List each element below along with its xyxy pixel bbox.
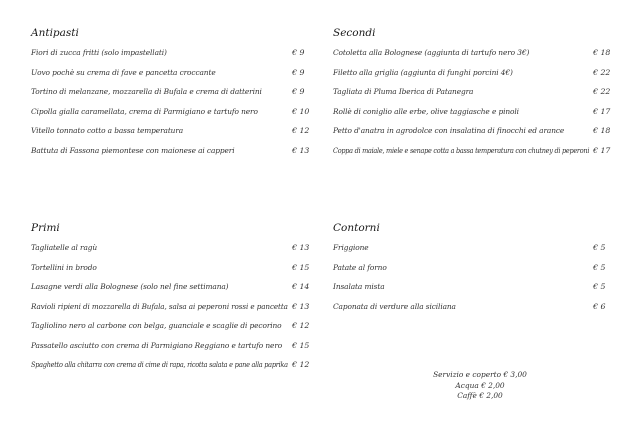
item-price: € 22 [593,87,611,96]
menu-item [31,43,311,63]
item-price: € 13 [292,243,310,252]
item-price: € 15 [292,340,310,350]
item-price: € 5 [593,262,606,272]
item-name: Tortino di melanzane, mozzarella di Bufala e crema di datterini [31,87,262,96]
item-price: € 13 [292,145,310,155]
menu-item [31,355,311,375]
section-title: Secondi [333,27,376,39]
item-price: € 15 [292,262,310,272]
section-contorni [333,220,613,316]
item-price: € 13 [292,301,310,311]
item-name: Spaghetto alla chitarra con crema di cime di rapa, ricotta salata e pane alla paprika [31,360,288,369]
item-name: Tagliata di Pluma Iberica di Patanegra [333,87,474,96]
section-primi [31,220,311,375]
item-price: € 14 [292,282,310,291]
menu-item [31,121,311,141]
item-price: € 17 [593,106,611,116]
menu-item [31,277,311,297]
item-name: Vitello tonnato cotto a bassa temperatura [31,126,184,135]
item-name: Friggione [333,243,369,252]
item-price: € 22 [593,67,611,77]
menu-item [333,121,613,141]
menu-item [31,63,311,83]
item-price: € 12 [292,126,310,135]
menu-item [333,277,613,297]
item-name: Rollè di coniglio alle erbe, olive taggiasche e pinoli [333,106,519,116]
coffee-price: Caffè € 2,00 [457,391,503,400]
menu-item [31,297,311,317]
menu-item [31,258,311,278]
item-name: Tagliatelle al ragù [31,243,98,252]
section-title: Primi [31,222,60,234]
item-name: Ravioli ripieni di mozzarella di Bufala, salsa ai peperoni rossi e pancetta [31,301,288,311]
menu-item [31,141,311,161]
section-secondi [333,25,613,160]
item-price: € 5 [593,282,606,291]
menu-item [31,82,311,102]
section-title: Contorni [333,222,380,234]
item-price: € 9 [292,67,305,77]
item-name: Filetto alla griglia (aggiunta di funghi porcini 4€) [333,67,513,77]
item-price: € 6 [593,301,606,311]
menu-item [333,258,613,278]
item-price: € 17 [593,145,611,155]
section-antipasti [31,25,311,160]
item-name: Lasagne verdi alla Bolognese (solo nel fine settimana) [31,282,229,291]
menu-item [31,102,311,122]
item-name: Cotoletta alla Bolognese (aggiunta di tartufo nero 3€) [333,48,530,57]
item-name: Battuta di Fassona piemontese con maionese ai capperi [31,145,235,155]
menu-item [31,316,311,336]
service-charge: Servizio e coperto € 3,00 [433,370,527,379]
item-name: Fiori di zucca fritti (solo impastellati) [31,48,167,57]
item-price: € 9 [292,48,305,57]
item-price: € 9 [292,87,305,96]
water-price: Acqua € 2,00 [455,380,505,390]
menu-item [333,141,613,161]
menu-item [333,238,613,258]
item-name: Insalata mista [333,282,385,291]
menu-item [333,43,613,63]
menu-item [333,297,613,317]
item-name: Tagliolino nero al carbone con belga, guanciale e scaglie di pecorino [31,321,282,330]
item-price: € 10 [292,106,310,116]
item-name: Tortellini in brodo [31,262,97,272]
item-price: € 5 [593,243,606,252]
menu-item [333,82,613,102]
item-name: Passatello asciutto con crema di Parmigiano Reggiano e tartufo nero [31,340,283,350]
item-price: € 12 [292,321,310,330]
item-name: Uovo pochè su crema di fave e pancetta croccante [31,67,216,77]
item-name: Patate al forno [333,262,387,272]
section-title: Antipasti [31,27,79,39]
menu-item [31,238,311,258]
item-name: Cipolla gialla caramellata, crema di Parmigiano e tartufo nero [31,106,258,116]
item-price: € 18 [593,126,611,135]
item-name: Coppa di maiale, miele e senape cotta a bassa temperatura con chutney di peperoni [333,145,590,155]
item-name: Caponata di verdure alla siciliana [333,301,456,311]
item-price: € 12 [292,360,310,369]
item-name: Petto d'anatra in agrodolce con insalatina di finocchi ed arance [333,126,565,135]
item-price: € 18 [593,48,611,57]
menu-item [333,63,613,83]
menu-item [333,102,613,122]
menu-item [31,336,311,356]
footer-charges [420,370,540,402]
